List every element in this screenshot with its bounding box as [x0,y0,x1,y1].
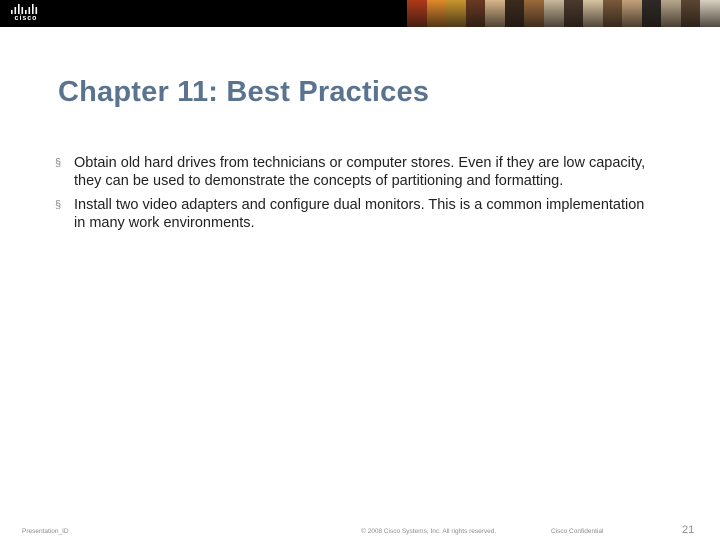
bullet-list [55,154,655,238]
bullet-text: Obtain old hard drives from technicians or computer stores. Even if they are low capacity, they can be used to demonstrate the concepts of partitioning and formatting. [74,155,646,189]
bullet-item [55,196,655,232]
header-photo [485,0,505,27]
header-photo [505,0,525,27]
header-photo [524,0,544,27]
header-photo [466,0,486,27]
cisco-logo [9,4,43,23]
header-photo [564,0,584,27]
header-photo-strip [407,0,720,27]
header-photo [681,0,701,27]
bullet-item [55,154,655,190]
footer-presentation-id: Presentation_ID [22,528,69,535]
header-photo [407,0,427,27]
footer-confidentiality: Cisco Confidential [551,528,604,535]
header-photo [544,0,564,27]
footer-copyright: © 2008 Cisco Systems, Inc. All rights reserved. [361,528,497,535]
header-photo [642,0,662,27]
header-photo [427,0,447,27]
slide-title: Chapter 11: Best Practices [58,76,430,108]
page-number: 21 [682,524,695,536]
bullet-icon: § [55,199,62,211]
bullet-text: Install two video adapters and configure dual monitors. This is a common implementation in many work environments. [74,197,645,231]
header-photo [446,0,466,27]
header-photo [583,0,603,27]
header-bar [0,0,720,27]
cisco-bars-icon [11,4,39,14]
header-photo [700,0,720,27]
cisco-wordmark: cisco [14,15,38,22]
header-photo [603,0,623,27]
header-photo [622,0,642,27]
header-photo [661,0,681,27]
bullet-icon: § [55,157,62,169]
